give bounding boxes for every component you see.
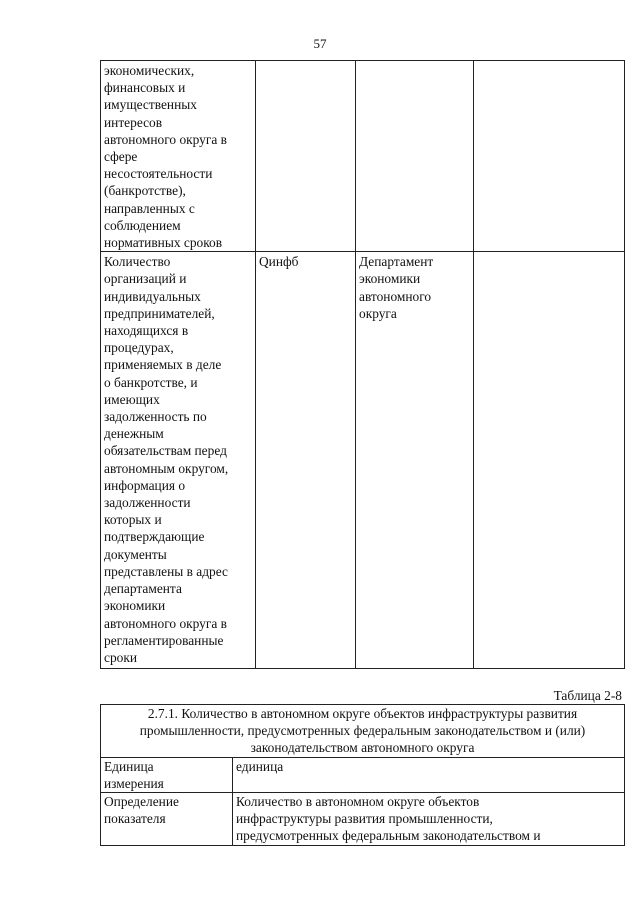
indicator-text-line: задолженности [104, 495, 191, 511]
indicator-text-line: применяемых в деле [104, 357, 222, 373]
row-value-line: единица [236, 758, 284, 774]
table-row [101, 757, 625, 792]
indicator-text-line: предпринимателей, [104, 305, 215, 321]
source-text-line: автономного [359, 288, 432, 304]
note-cell [474, 252, 625, 669]
data-source-cell [356, 61, 474, 252]
row-value-line: Количество в автономном округе объектов [236, 794, 480, 810]
source-text-line: экономики [359, 271, 421, 287]
indicator-text-line: индивидуальных [104, 288, 201, 304]
indicator-text-line: сроки [104, 649, 138, 665]
indicator-text-line: денежным [104, 426, 164, 442]
row-label-line: Определение [104, 794, 179, 810]
passport-title-line: промышленности, предусмотренных федеральным законодательством и (или) [139, 723, 586, 739]
table-row [101, 61, 625, 252]
indicator-text-line: автономным округом, [104, 460, 229, 476]
indicator-text-line: задолженность по [104, 409, 207, 425]
table-row [101, 793, 625, 846]
passport-title-line: законодательством автономного округа [250, 740, 475, 756]
source-text-line: Департамент [359, 254, 434, 270]
passport-title-cell [101, 705, 625, 758]
indicator-text-line: автономного округа в [104, 615, 227, 631]
table-row [101, 705, 625, 758]
indicator-text-line: интересов [104, 114, 163, 130]
indicator-name-cell [101, 61, 256, 252]
indicator-text-line: соблюдением [104, 217, 181, 233]
indicator-text-line: документы [104, 546, 167, 562]
indicator-text-line: автономного округа в [104, 131, 227, 147]
indicator-text-line: о банкротстве, и [104, 374, 198, 390]
row-label-line: Единица [104, 758, 154, 774]
row-value-cell [233, 793, 625, 846]
indicators-table [100, 60, 625, 669]
indicator-symbol-cell: Qинфб [256, 252, 356, 669]
indicator-text-line: регламентированные [104, 632, 224, 648]
indicator-text-line: организаций и [104, 271, 187, 287]
row-value-line: инфраструктуры развития промышленности, [236, 811, 493, 827]
page-number: 57 [313, 36, 327, 51]
row-label-line: измерения [104, 775, 164, 791]
data-source-cell [356, 252, 474, 669]
source-text-line: округа [359, 305, 397, 321]
indicator-text-line: нормативных сроков [104, 235, 223, 251]
indicator-text-line: сфере [104, 149, 138, 165]
indicator-text-line: представлены в адрес [104, 563, 228, 579]
row-label-line: показателя [104, 811, 166, 827]
row-label-cell [101, 793, 233, 846]
indicator-text-line: финансовых и [104, 80, 186, 96]
table-caption: Таблица 2-8 [553, 688, 622, 703]
indicator-text-line: несостоятельности [104, 166, 213, 182]
row-label-cell [101, 757, 233, 792]
indicator-text-line: направленных с [104, 200, 195, 216]
indicator-text-line: имущественных [104, 97, 197, 113]
passport-title-line: 2.7.1. Количество в автономном округе объектов инфраструктуры развития [147, 706, 578, 721]
indicator-text-line: процедурах, [104, 340, 174, 356]
indicator-text-line: подтверждающие [104, 529, 205, 545]
note-cell [474, 61, 625, 252]
indicator-text-line: экономики [104, 598, 166, 614]
indicator-text-line: обязательствам перед [104, 443, 227, 459]
table-row [101, 252, 625, 669]
row-value-line: предусмотренных федеральным законодательством и [236, 828, 541, 844]
indicator-text-line: информация о [104, 477, 186, 493]
row-value-cell [233, 757, 625, 792]
indicator-text-line: находящихся в [104, 323, 189, 339]
indicator-text-line: имеющих [104, 391, 160, 407]
indicator-text-line: (банкротстве), [104, 183, 186, 199]
indicator-text-line: департамента [104, 581, 182, 597]
indicator-passport-table [100, 704, 625, 846]
indicator-symbol-cell [256, 61, 356, 252]
indicator-text-line: экономических, [104, 63, 195, 78]
indicator-text-line: Количество [104, 254, 171, 270]
indicator-text-line: которых и [104, 512, 162, 528]
indicator-name-cell [101, 252, 256, 669]
